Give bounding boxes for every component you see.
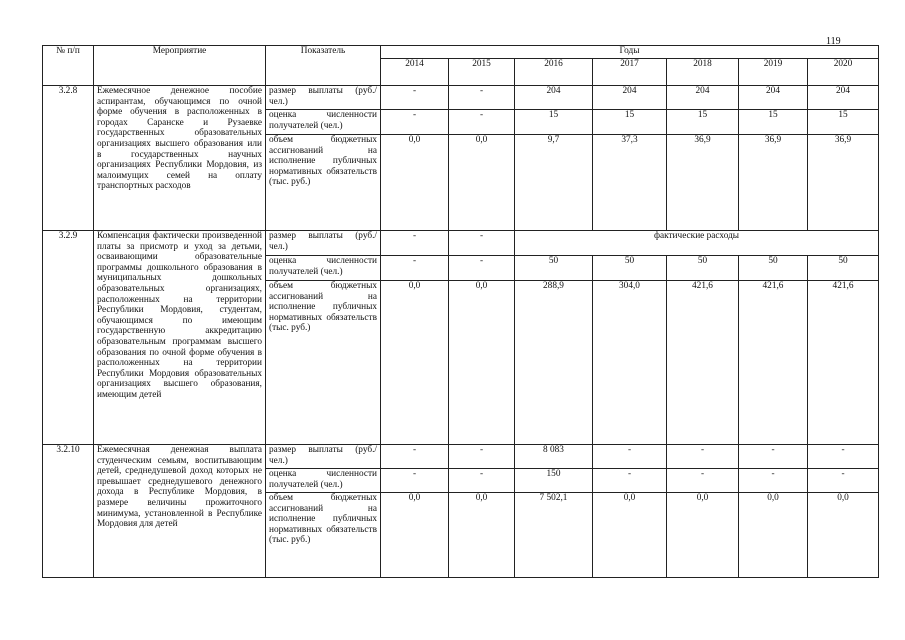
indicator-cell: размер выплаты (руб./ чел.) — [266, 445, 381, 469]
header-activity: Мероприятие — [94, 46, 266, 86]
measures-table — [42, 45, 879, 578]
value-cell: - — [667, 445, 739, 469]
value-cell: 36,9 — [808, 135, 879, 231]
indicator-cell: размер выплаты (руб./ чел.) — [266, 86, 381, 110]
value-cell: 204 — [593, 86, 667, 110]
indicator-cell: оценка численности получателей (чел.) — [266, 110, 381, 135]
value-cell: 0,0 — [381, 281, 449, 445]
value-cell: 15 — [667, 110, 739, 135]
value-cell: 37,3 — [593, 135, 667, 231]
indicator-cell: объем бюджетных ассигнований на исполнение публичных нормативных обязательств (тыс. руб.) — [266, 135, 381, 231]
row-number: 3.2.9 — [43, 231, 94, 445]
value-cell: - — [449, 469, 515, 493]
value-cell: - — [449, 231, 515, 256]
value-cell: - — [449, 110, 515, 135]
value-cell: 421,6 — [739, 281, 808, 445]
value-cell: - — [739, 445, 808, 469]
indicator-cell: объем бюджетных ассигнований на исполнение публичных нормативных обязательств (тыс. руб.) — [266, 493, 381, 578]
header-year: 2018 — [667, 59, 739, 86]
value-cell: 50 — [739, 256, 808, 281]
header-year: 2016 — [515, 59, 593, 86]
value-cell: 0,0 — [739, 493, 808, 578]
value-cell: 421,6 — [808, 281, 879, 445]
value-cell: 50 — [593, 256, 667, 281]
value-cell: - — [449, 256, 515, 281]
value-cell: 15 — [593, 110, 667, 135]
table-row — [43, 445, 879, 469]
value-cell: 15 — [808, 110, 879, 135]
activity-cell: Ежемесячная денежная выплата студенческим семьям, воспитывающим детей, среднедушевой доход которых не превышает среднедушевого денежного дохода в Республике Мордовия, в размере величины прожиточного минимума, установленной в Республике Мордовия для детей — [94, 445, 266, 578]
value-cell: 0,0 — [449, 281, 515, 445]
value-cell: 304,0 — [593, 281, 667, 445]
value-cell: 0,0 — [449, 135, 515, 231]
value-cell: 50 — [667, 256, 739, 281]
value-cell: 15 — [515, 110, 593, 135]
value-cell: 8 083 — [515, 445, 593, 469]
row-number: 3.2.8 — [43, 86, 94, 231]
value-cell: - — [808, 445, 879, 469]
value-cell: 421,6 — [667, 281, 739, 445]
value-cell: 0,0 — [593, 493, 667, 578]
value-cell: 204 — [667, 86, 739, 110]
value-cell: - — [667, 469, 739, 493]
value-cell: - — [381, 469, 449, 493]
value-cell: - — [381, 86, 449, 110]
header-year: 2020 — [808, 59, 879, 86]
page-number: 119 — [826, 36, 841, 47]
row-number: 3.2.10 — [43, 445, 94, 578]
value-cell: 0,0 — [808, 493, 879, 578]
value-cell: - — [449, 445, 515, 469]
value-cell: 0,0 — [381, 135, 449, 231]
table-row — [43, 231, 879, 256]
value-cell: 36,9 — [739, 135, 808, 231]
value-cell: 15 — [739, 110, 808, 135]
header-indicator: Показатель — [266, 46, 381, 86]
value-cell: 204 — [808, 86, 879, 110]
value-cell: - — [808, 469, 879, 493]
value-cell: - — [449, 86, 515, 110]
value-cell: - — [593, 445, 667, 469]
header-year: 2015 — [449, 59, 515, 86]
value-cell: - — [381, 110, 449, 135]
value-cell: 0,0 — [381, 493, 449, 578]
header-years: Годы — [381, 46, 879, 59]
header-year: 2019 — [739, 59, 808, 86]
value-cell: - — [739, 469, 808, 493]
header-year: 2017 — [593, 59, 667, 86]
indicator-cell: оценка численности получателей (чел.) — [266, 469, 381, 493]
value-cell: 204 — [739, 86, 808, 110]
value-cell: 9,7 — [515, 135, 593, 231]
activity-cell: Компенсация фактически произведенной платы за присмотр и уход за детьми, осваивающими образовательные программы дошкольного образования в муниципальных дошкольных образовательных организациях, расположенных на территории Республики Мордовия, студентам, обучающимся по имеющим государственную аккредитацию образовательным программам высшего образования по очной форме обучения в расположенных на территории Республики Мордовия образовательных организациях высшего образования, имеющим детей — [94, 231, 266, 445]
indicator-cell: оценка численности получателей (чел.) — [266, 256, 381, 281]
header-year: 2014 — [381, 59, 449, 86]
value-cell: 150 — [515, 469, 593, 493]
value-cell: - — [381, 231, 449, 256]
indicator-cell: объем бюджетных ассигнований на исполнение публичных нормативных обязательств (тыс. руб.) — [266, 281, 381, 445]
value-cell: 50 — [515, 256, 593, 281]
value-cell: 50 — [808, 256, 879, 281]
value-cell: 288,9 — [515, 281, 593, 445]
header-num: № п/п — [43, 46, 94, 86]
value-cell: - — [593, 469, 667, 493]
value-cell: - — [381, 256, 449, 281]
indicator-cell: размер выплаты (руб./ чел.) — [266, 231, 381, 256]
value-cell: 204 — [515, 86, 593, 110]
value-cell: 36,9 — [667, 135, 739, 231]
value-cell: - — [381, 445, 449, 469]
value-cell: 0,0 — [667, 493, 739, 578]
table-row — [43, 86, 879, 110]
actual-expenses-cell: фактические расходы — [515, 231, 879, 256]
value-cell: 7 502,1 — [515, 493, 593, 578]
activity-cell: Ежемесячное денежное пособие аспирантам, обучающимся по очной форме обучения в расположенных в городах Саранске и Рузаевке государственных образовательных организациях высшего образования или в государственных научных организациях Республики Мордовия, из малоимущих семей на оплату транспортных расходов — [94, 86, 266, 231]
value-cell: 0,0 — [449, 493, 515, 578]
